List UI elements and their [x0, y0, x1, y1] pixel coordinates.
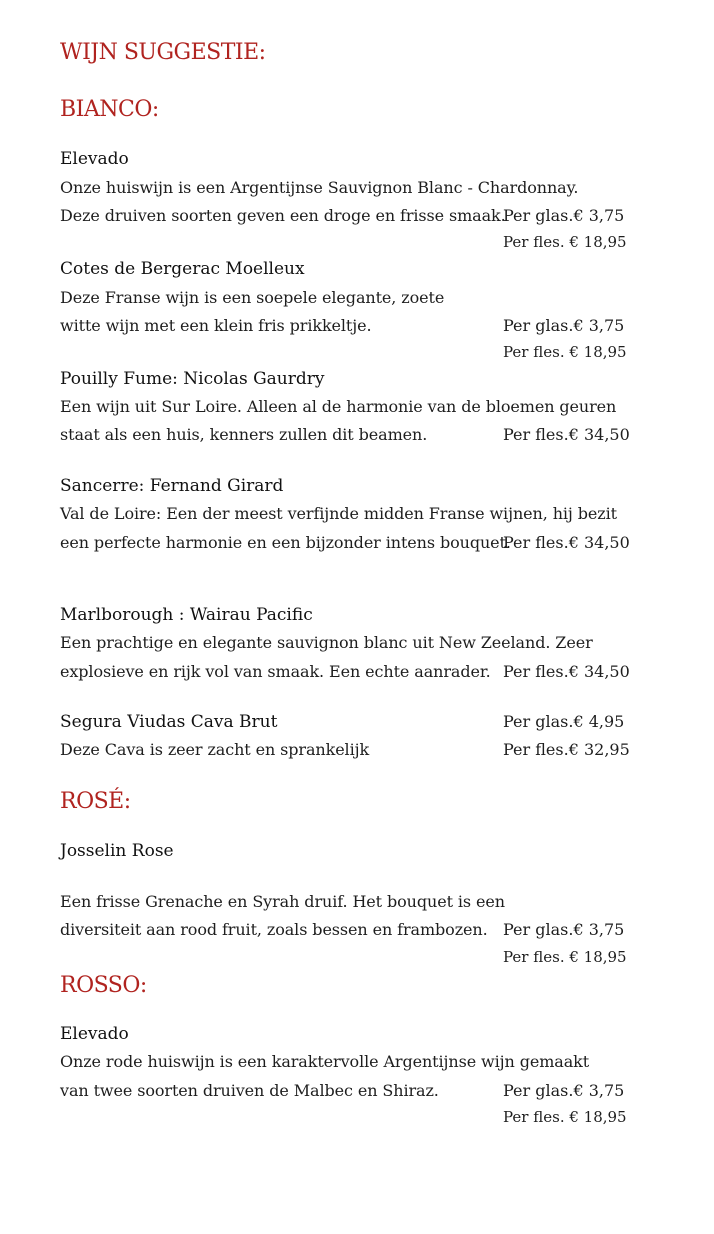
- wine-description-line: staat als een huis, kenners zullen dit beamen.: [60, 425, 428, 444]
- wine-description-line: een perfecte harmonie en een bijzonder intens bouquet.: [60, 533, 511, 552]
- wine-description-line: Deze Franse wijn is een soepele elegante, zoete: [60, 288, 445, 307]
- wine-name: Elevado: [60, 1024, 129, 1044]
- section-heading-bianco: BIANCO:: [60, 97, 159, 122]
- price-per-glass: Per glas.€ 4,95: [503, 712, 625, 731]
- wine-name: Elevado: [60, 149, 129, 169]
- price-per-bottle: Per fles.€ 34,50: [503, 533, 630, 552]
- price-per-glass: Per glas.€ 3,75: [503, 1081, 625, 1100]
- wine-description-line: explosieve en rijk vol van smaak. Een echte aanrader.: [60, 662, 491, 681]
- wine-description-line: van twee soorten druiven de Malbec en Shiraz.: [60, 1081, 439, 1100]
- wine-name: Pouilly Fume: Nicolas Gaurdry: [60, 369, 325, 389]
- price-per-bottle: Per fles.€ 34,50: [503, 662, 630, 681]
- wine-description-line: Deze druiven soorten geven een droge en frisse smaak.: [60, 206, 506, 225]
- wine-name: Josselin Rose: [60, 841, 174, 861]
- wine-description-line: Een wijn uit Sur Loire. Alleen al de harmonie van de bloemen geuren: [60, 397, 617, 416]
- price-per-bottle: Per fles. € 18,95: [503, 948, 627, 966]
- wine-description-line: Deze Cava is zeer zacht en sprankelijk: [60, 740, 370, 759]
- wine-description-line: Onze rode huiswijn is een karaktervolle Argentijnse wijn gemaakt: [60, 1052, 590, 1071]
- price-per-glass: Per glas.€ 3,75: [503, 920, 625, 939]
- section-heading-rose: ROSÉ:: [60, 789, 131, 814]
- wine-description-line: diversiteit aan rood fruit, zoals bessen en frambozen.: [60, 920, 488, 939]
- wine-name: Cotes de Bergerac Moelleux: [60, 259, 305, 279]
- price-per-bottle: Per fles. € 18,95: [503, 1108, 627, 1126]
- price-per-bottle: Per fles. € 18,95: [503, 233, 627, 251]
- wine-description-line: Val de Loire: Een der meest verfijnde midden Franse wijnen, hij bezit: [60, 504, 617, 523]
- price-per-bottle: Per fles.€ 34,50: [503, 425, 630, 444]
- price-per-glass: Per glas.€ 3,75: [503, 206, 625, 225]
- wine-name: Sancerre: Fernand Girard: [60, 476, 284, 496]
- wine-description-line: Onze huiswijn is een Argentijnse Sauvignon Blanc - Chardonnay.: [60, 178, 579, 197]
- price-per-glass: Per glas.€ 3,75: [503, 316, 625, 335]
- page-title: WIJN SUGGESTIE:: [60, 40, 266, 65]
- wine-name: Marlborough : Wairau Pacific: [60, 605, 313, 625]
- wine-description-line: Een frisse Grenache en Syrah druif. Het bouquet is een: [60, 892, 505, 911]
- section-heading-rosso: ROSSO:: [60, 973, 147, 998]
- price-per-bottle: Per fles. € 18,95: [503, 343, 627, 361]
- price-per-bottle: Per fles.€ 32,95: [503, 740, 630, 759]
- wine-description-line: Een prachtige en elegante sauvignon blanc uit New Zeeland. Zeer: [60, 633, 593, 652]
- wine-description-line: witte wijn met een klein fris prikkeltje.: [60, 316, 372, 335]
- wine-name: Segura Viudas Cava Brut: [60, 712, 278, 732]
